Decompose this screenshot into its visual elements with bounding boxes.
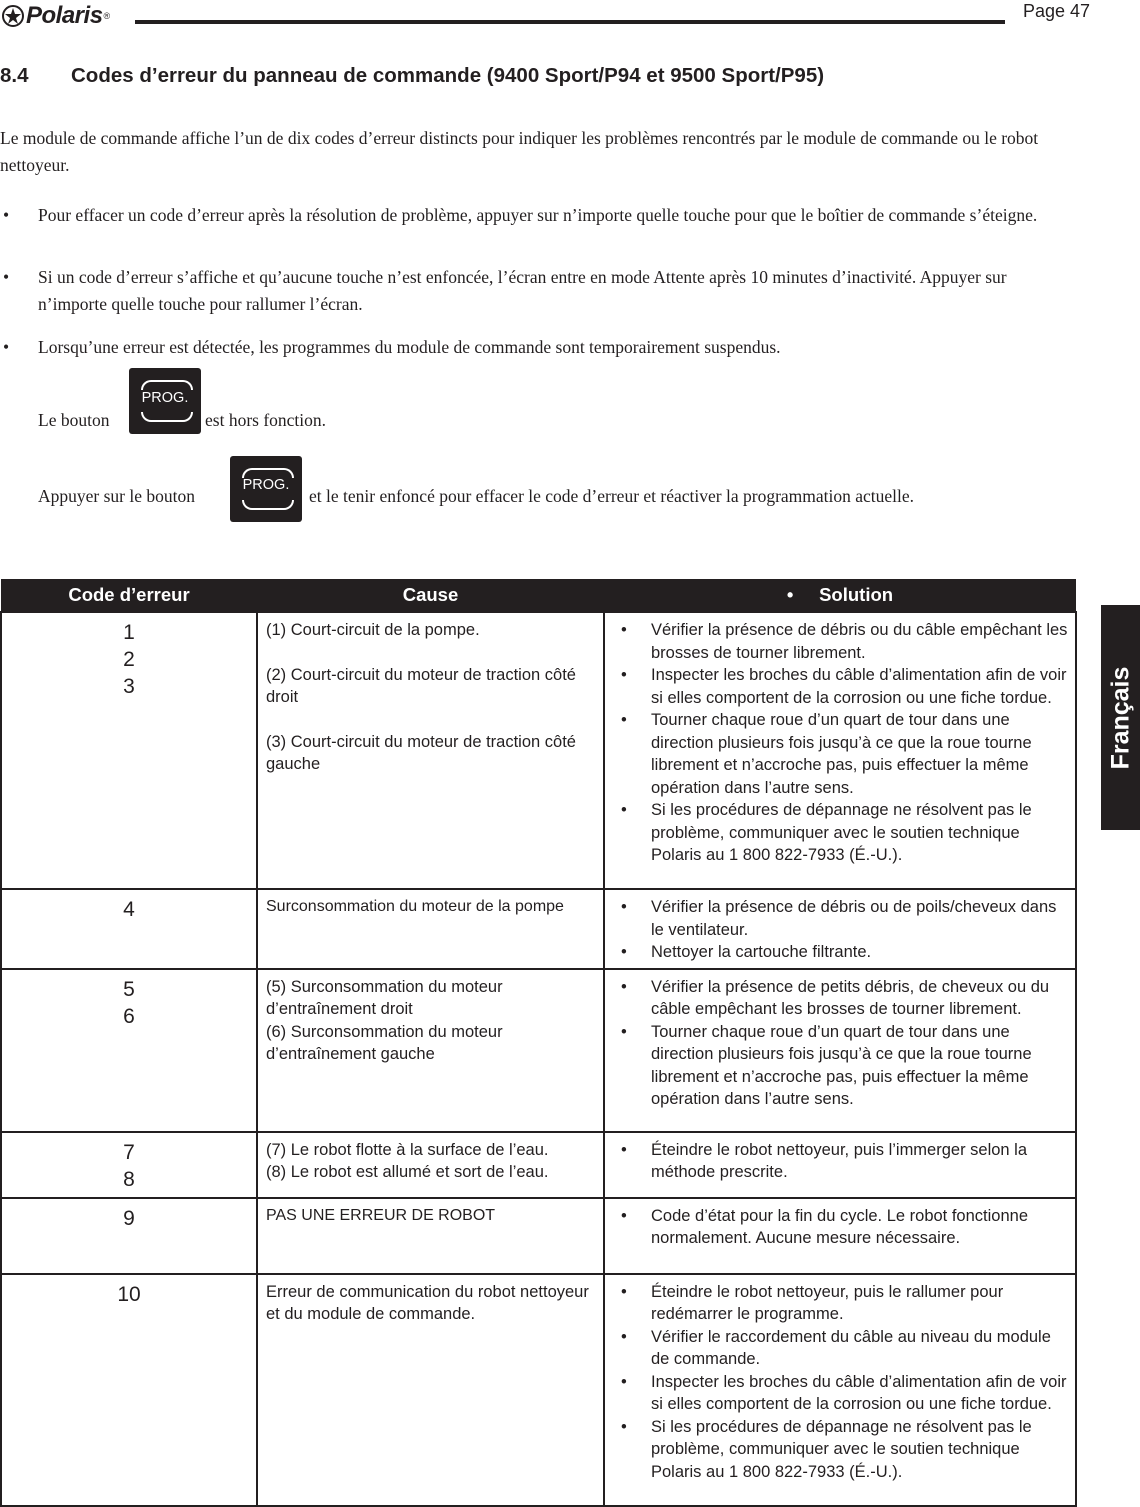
solution-text: Inspecter les broches du câble d’alimentation afin de voir si elles comportent de la corrosion ou une fiche tordue.	[651, 666, 1067, 707]
solution-item	[605, 896, 1069, 941]
error-code: 8	[123, 1167, 135, 1191]
section-number: 8.4	[0, 64, 29, 87]
solution-text: Éteindre le robot nettoyeur, puis le rallumer pour redémarrer le programme.	[651, 1282, 1004, 1323]
brand-name: Polaris	[26, 2, 103, 29]
prog-line-2-before: Appuyer sur le bouton	[38, 486, 195, 506]
solution-text: Tourner chaque roue d’un quart de tour dans une direction plusieurs fois jusqu’à ce que la roue tourne librement et n’accroche pas, puis effectuer la même opération dans l’autre sens.	[651, 1022, 1032, 1108]
bullet-item	[0, 334, 1070, 361]
bullet-item	[0, 202, 1070, 229]
cause-cell	[257, 1132, 604, 1198]
page-number: Page 47	[1022, 1, 1090, 21]
solution-cell	[604, 1274, 1076, 1506]
cause-cell	[257, 889, 604, 969]
solution-text: Vérifier la présence de petits débris, de cheveux ou du câble empêchant les brosses de tourner librement.	[651, 977, 1050, 1018]
code-cell	[1, 1198, 257, 1274]
solution-bullet: •	[621, 1140, 627, 1159]
table-row	[1, 1274, 1076, 1506]
error-code: 2	[123, 648, 135, 671]
prog-button-image	[129, 368, 201, 434]
solution-item	[605, 1021, 1069, 1111]
solution-text: Inspecter les broches du câble d’alimentation afin de voir si elles comportent de la corrosion ou une fiche tordue.	[651, 1372, 1067, 1413]
solution-item	[605, 941, 1069, 964]
solution-cell	[604, 889, 1076, 969]
cause-text: (3) Court-circuit du moteur de traction côté gauche	[266, 732, 576, 773]
code-cell	[1, 612, 257, 889]
header-solution	[604, 579, 1076, 612]
error-code: 5	[123, 977, 135, 1001]
solution-item	[605, 976, 1069, 1021]
table-row	[1, 889, 1076, 969]
solution-item	[605, 1416, 1069, 1484]
solution-cell	[604, 969, 1076, 1132]
code-cell	[1, 889, 257, 969]
header-solution-bullet: •	[786, 584, 794, 605]
bullet-dot: •	[3, 205, 10, 225]
error-code: 7	[123, 1140, 135, 1164]
cause-text: PAS UNE ERREUR DE ROBOT	[266, 1206, 496, 1224]
cause-text: (5) Surconsommation du moteur d’entraînement droit	[266, 977, 503, 1018]
cause-text: (8) Le robot est allumé et sort de l’eau.	[266, 1163, 549, 1181]
error-code-table	[0, 579, 1077, 1507]
solution-bullet: •	[621, 621, 627, 639]
bullet-dot: •	[3, 267, 10, 287]
prog-line-2-after: et le tenir enfoncé pour effacer le code d’erreur et réactiver la programmation actuelle.	[309, 486, 915, 506]
header-rule	[135, 20, 1005, 24]
bullet-dot: •	[3, 337, 10, 357]
table-header-row	[1, 579, 1076, 612]
error-code: 9	[123, 1206, 135, 1230]
cause-cell	[257, 1274, 604, 1506]
solution-item	[605, 799, 1069, 867]
bullet-text: Pour effacer un code d’erreur après la résolution de problème, appuyer sur n’importe quelle touche pour que le boîtier de commande s’éteigne.	[38, 205, 1038, 225]
language-tab-label: Français	[1106, 666, 1134, 769]
solution-item	[605, 664, 1069, 709]
solution-text: Nettoyer la cartouche filtrante.	[651, 943, 872, 961]
registered-mark: ®	[103, 11, 111, 21]
solution-bullet: •	[621, 943, 627, 961]
cause-text: (6) Surconsommation du moteur d’entraînement gauche	[266, 1022, 503, 1063]
solution-item	[605, 1205, 1069, 1250]
prog-arc-top	[141, 380, 193, 390]
solution-text: Éteindre le robot nettoyeur, puis l’immerger selon la méthode prescrite.	[651, 1140, 1028, 1181]
cause-spacer	[266, 709, 597, 731]
solution-bullet: •	[621, 666, 627, 684]
solution-item	[605, 1371, 1069, 1416]
prog-line-1-before: Le bouton	[38, 410, 110, 430]
prog-arc-bottom	[141, 412, 193, 422]
solution-bullet: •	[621, 1282, 627, 1301]
cause-text: (1) Court-circuit de la pompe.	[266, 621, 480, 639]
header-cause: Cause	[257, 579, 604, 612]
solution-text: Si les procédures de dépannage ne résolvent pas le problème, communiquer avec le soutien technique Polaris au 1 800 822-7933 (É.-U.).	[651, 801, 1032, 864]
solution-text: Code d’état pour la fin du cycle. Le robot fonctionne normalement. Aucune mesure nécessaire.	[651, 1206, 1028, 1247]
polaris-star-icon	[2, 5, 24, 27]
error-code: 6	[123, 1004, 135, 1028]
polaris-logo	[2, 2, 110, 30]
solution-item	[605, 1326, 1069, 1371]
solution-text: Vérifier la présence de débris ou du câble empêchant les brosses de tourner librement.	[651, 621, 1068, 662]
language-side-tab	[1101, 605, 1140, 830]
table-row	[1, 969, 1076, 1132]
prog-button-image	[230, 456, 302, 522]
cause-spacer	[266, 642, 597, 664]
bullet-text: Si un code d’erreur s’affiche et qu’aucune touche n’est enfoncée, l’écran entre en mode Attente après 10 minutes d’inactivité. Appuyer sur n’importe quelle touche pour rallumer l’écran.	[38, 267, 1007, 314]
solution-text: Vérifier le raccordement du câble au niveau du module de commande.	[651, 1327, 1051, 1368]
solution-text: Tourner chaque roue d’un quart de tour dans une direction plusieurs fois jusqu’à ce que la roue tourne librement et n’accroche pas, puis effectuer la même opération dans l’autre sens.	[651, 711, 1032, 797]
prog-arc-bottom	[242, 500, 294, 510]
error-code: 1	[123, 621, 135, 644]
table-row	[1, 1198, 1076, 1274]
solution-bullet: •	[621, 1206, 627, 1225]
solution-item	[605, 709, 1069, 799]
solution-text: Vérifier la présence de débris ou de poils/cheveux dans le ventilateur.	[651, 898, 1057, 939]
code-cell	[1, 969, 257, 1132]
intro-paragraph: Le module de commande affiche l’un de dix codes d’erreur distincts pour indiquer les problèmes rencontrés par le module de commande ou le robot nettoyeur.	[0, 128, 1039, 175]
prog-button-label: PROG.	[141, 390, 189, 406]
prog-button-label: PROG.	[242, 477, 290, 493]
prog-line-1-after: est hors fonction.	[205, 410, 327, 430]
table-row	[1, 1132, 1076, 1198]
solution-item	[605, 619, 1069, 664]
solution-item	[605, 1139, 1069, 1184]
solution-bullet: •	[621, 1327, 627, 1346]
bullet-item	[0, 264, 1070, 318]
section-heading: Codes d’erreur du panneau de commande (9400 Sport/P94 et 9500 Sport/P95)	[71, 64, 825, 87]
solution-bullet: •	[621, 801, 627, 819]
cause-text: Erreur de communication du robot nettoyeur et du module de commande.	[266, 1282, 589, 1323]
error-code: 4	[123, 898, 135, 921]
solution-bullet: •	[621, 977, 627, 996]
cause-text: (2) Court-circuit du moteur de traction côté droit	[266, 665, 576, 706]
cause-cell	[257, 969, 604, 1132]
error-code: 10	[117, 1282, 141, 1306]
solution-cell	[604, 612, 1076, 889]
solution-bullet: •	[621, 898, 627, 916]
error-code: 3	[123, 675, 135, 698]
solution-text: Si les procédures de dépannage ne résolvent pas le problème, communiquer avec le soutien technique Polaris au 1 800 822-7933 (É.-U.).	[651, 1417, 1032, 1481]
table-row	[1, 612, 1076, 889]
solution-item	[605, 1281, 1069, 1326]
cause-cell	[257, 612, 604, 889]
solution-bullet: •	[621, 711, 627, 729]
code-cell	[1, 1132, 257, 1198]
cause-cell	[257, 1198, 604, 1274]
cause-text: Surconsommation du moteur de la pompe	[266, 898, 564, 915]
solution-bullet: •	[621, 1372, 627, 1391]
header-code: Code d’erreur	[1, 579, 257, 612]
solution-bullet: •	[621, 1022, 627, 1041]
header-solution-label: Solution	[819, 584, 894, 605]
solution-cell	[604, 1198, 1076, 1274]
section-title	[0, 64, 824, 88]
solution-cell	[604, 1132, 1076, 1198]
bullet-text: Lorsqu’une erreur est détectée, les programmes du module de commande sont temporairement suspendus.	[38, 337, 781, 357]
cause-text: (7) Le robot flotte à la surface de l’eau.	[266, 1140, 549, 1159]
code-cell	[1, 1274, 257, 1506]
solution-bullet: •	[621, 1417, 627, 1436]
